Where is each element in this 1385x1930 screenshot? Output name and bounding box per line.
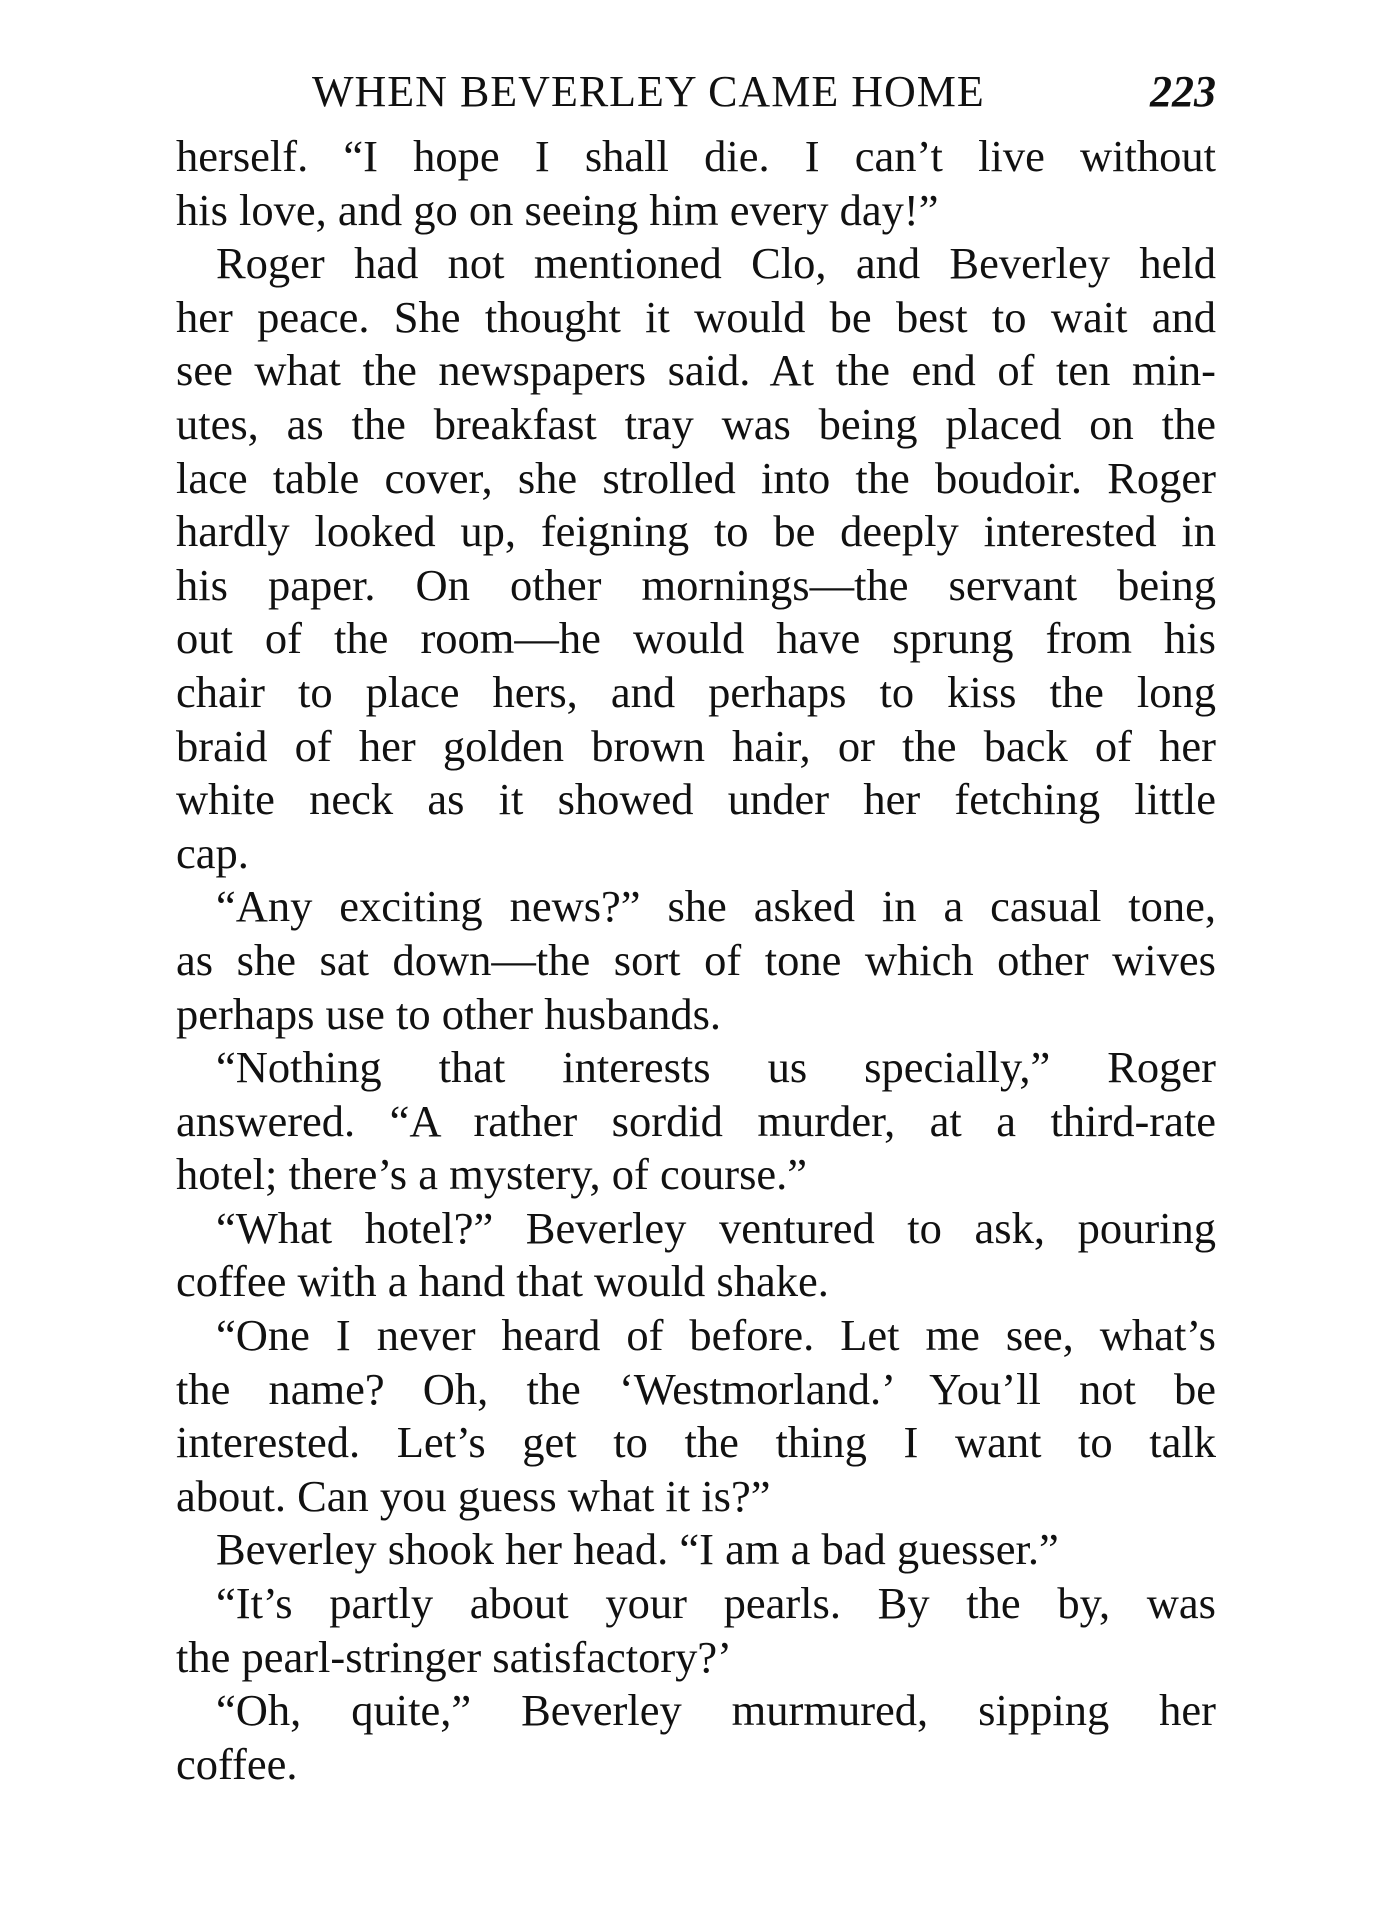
text-line: hotel; there’s a mystery, of course.” — [176, 1149, 808, 1200]
text-line: Beverley shook her head. “I am a bad guesser.” — [216, 1524, 1059, 1575]
text-line: cap. — [176, 827, 249, 878]
text-line: his love, and go on seeing him every day!” — [176, 184, 939, 235]
text-line: answered. “A rather sordid murder, at a third-rate — [176, 1095, 1216, 1146]
text-line: braid of her golden brown hair, or the back of her — [176, 720, 1216, 771]
text-line: “Nothing that interests us specially,” Roger — [216, 1042, 1216, 1093]
text-line: her peace. She thought it would be best to wait and — [176, 291, 1216, 342]
text-line: Roger had not mentioned Clo, and Beverley held — [216, 238, 1216, 289]
text-line: lace table cover, she strolled into the boudoir. Roger — [176, 452, 1216, 503]
running-header — [176, 56, 1216, 128]
book-page — [176, 56, 1216, 1791]
text-line: the name? Oh, the ‘Westmorland.’ You’ll not be — [176, 1363, 1216, 1414]
text-line: perhaps use to other husbands. — [176, 988, 722, 1039]
text-line: “Any exciting news?” she asked in a casual tone, — [216, 881, 1216, 932]
text-line: the pearl-stringer satisfactory?’ — [176, 1631, 732, 1682]
text-line: about. Can you guess what it is?” — [176, 1470, 771, 1521]
text-line: herself. “I hope I shall die. I can’t live without — [176, 131, 1216, 181]
body-text — [176, 130, 1216, 1791]
text-line: hardly looked up, feigning to be deeply interested in — [176, 506, 1216, 557]
text-line: white neck as it showed under her fetching little — [176, 774, 1216, 825]
text-line: utes, as the breakfast tray was being placed on the — [176, 398, 1216, 449]
text-line: see what the newspapers said. At the end of ten min- — [176, 345, 1216, 396]
text-line: “One I never heard of before. Let me see, what’s — [216, 1310, 1216, 1361]
text-line: chair to place hers, and perhaps to kiss the long — [176, 666, 1216, 717]
text-line: “Oh, quite,” Beverley murmured, sipping her — [216, 1685, 1216, 1736]
text-line: coffee with a hand that would shake. — [176, 1256, 829, 1307]
text-line: his paper. On other mornings—the servant being — [176, 559, 1216, 610]
text-line: “What hotel?” Beverley ventured to ask, pouring — [216, 1202, 1216, 1253]
text-line: interested. Let’s get to the thing I want to talk — [176, 1417, 1216, 1468]
text-line: as she sat down—the sort of tone which other wives — [176, 934, 1216, 985]
text-line: “It’s partly about your pearls. By the by, was — [216, 1578, 1216, 1629]
text-line: out of the room—he would have sprung from his — [176, 613, 1216, 664]
text-line: coffee. — [176, 1738, 298, 1789]
running-title: WHEN BEVERLEY CAME HOME — [312, 67, 985, 116]
page-number: 223 — [1150, 67, 1216, 116]
